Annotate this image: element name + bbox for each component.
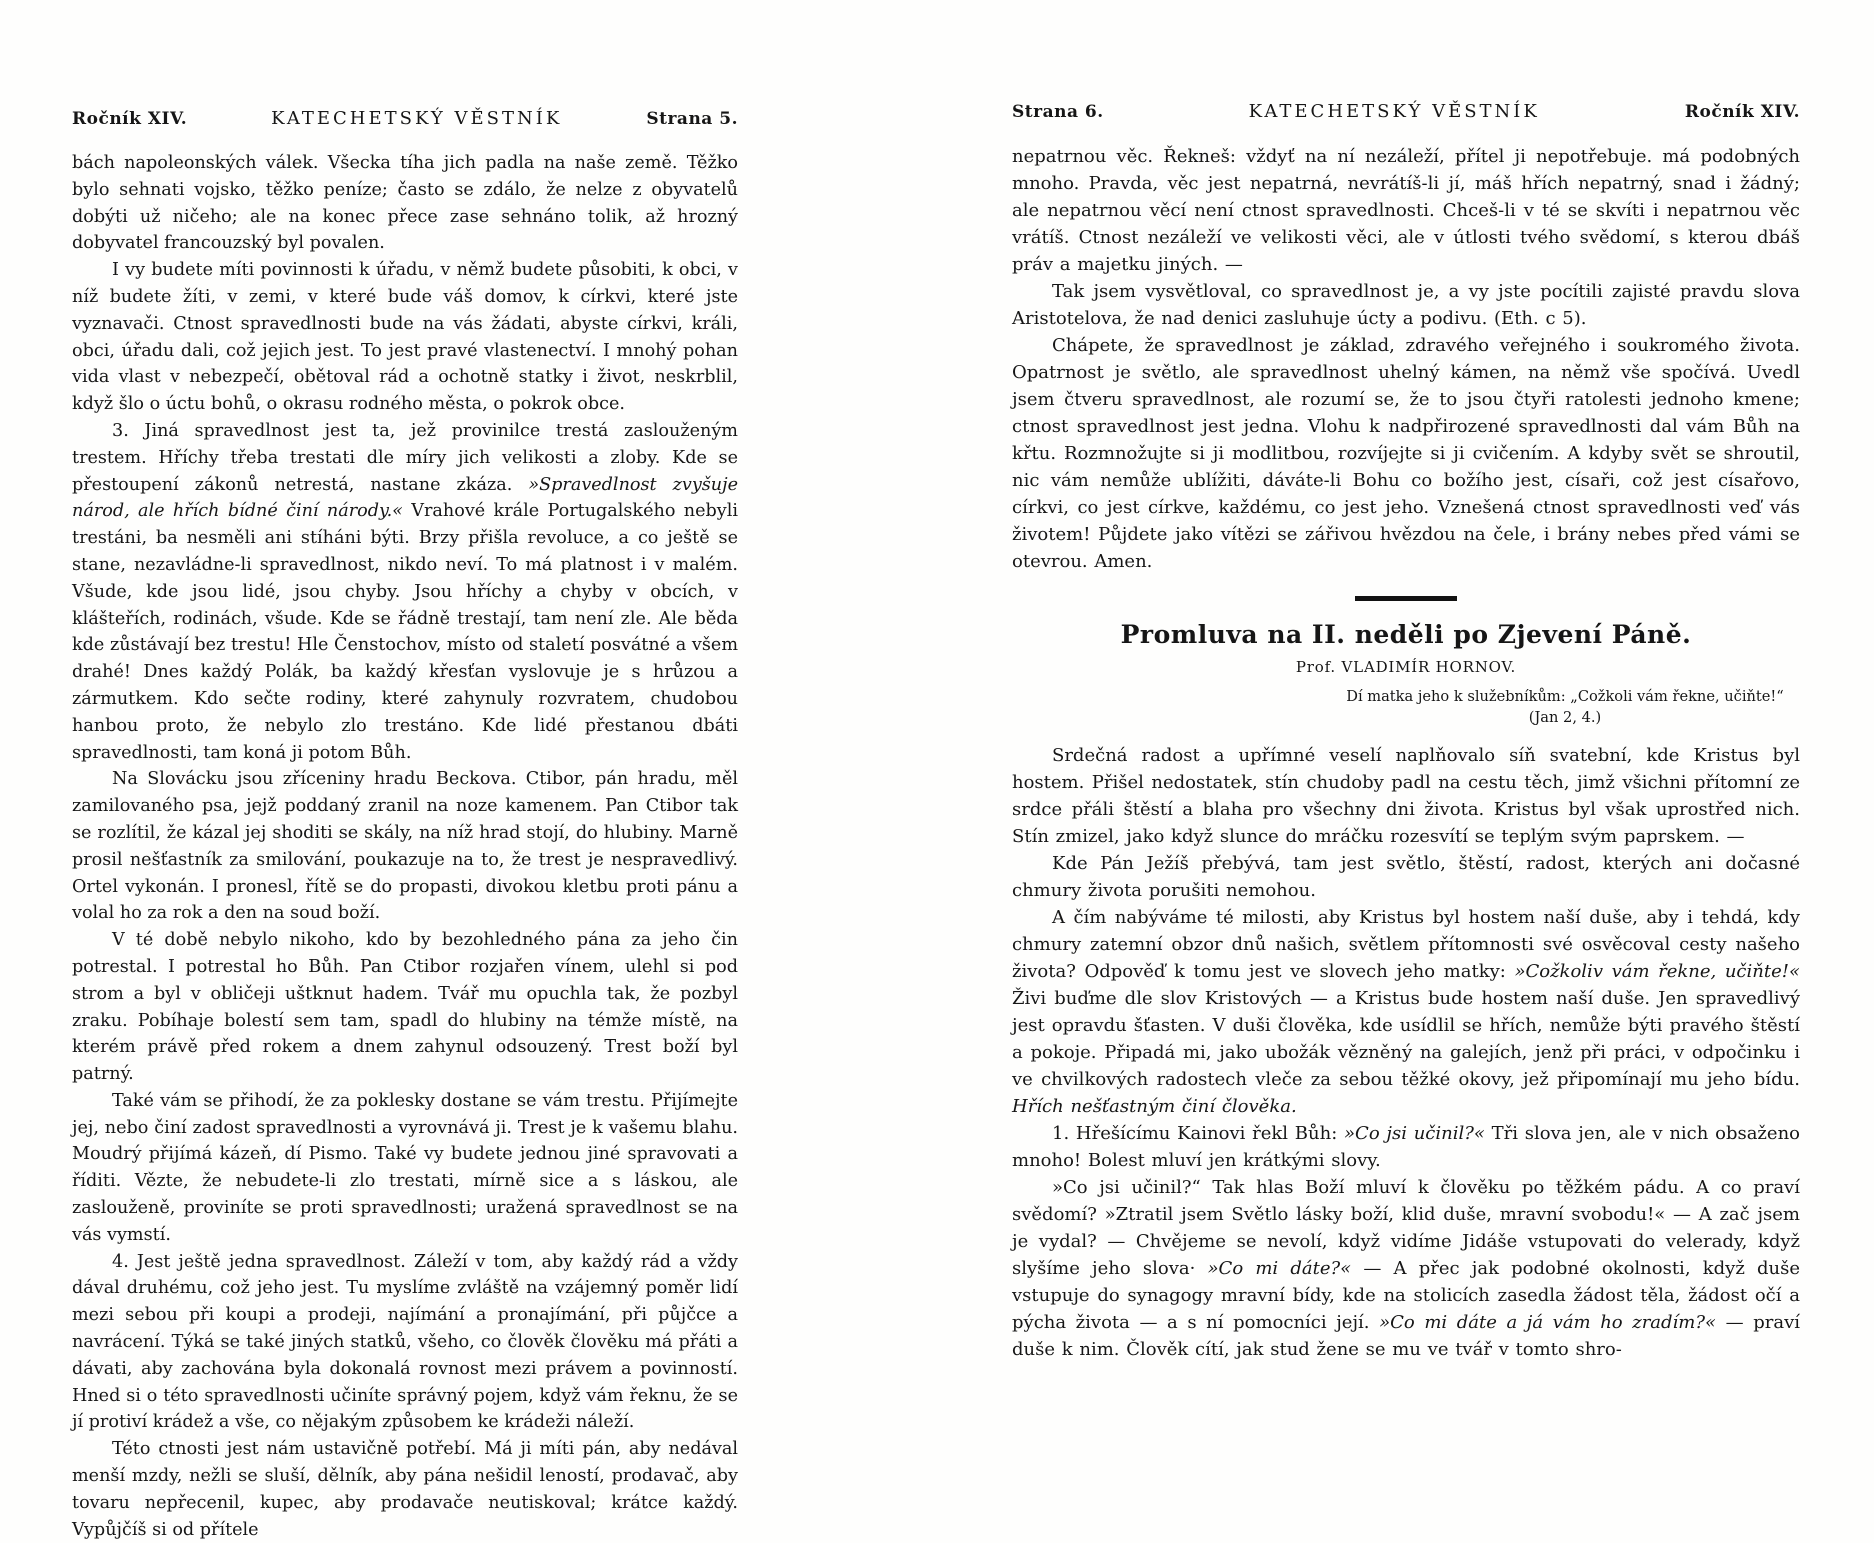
emphasized-text: »Co mi dáte?«: [1207, 1258, 1352, 1279]
article-title: Promluva na II. neděli po Zjevení Páně.: [1120, 620, 1692, 649]
text-run: Této ctnosti jest nám ustavičně potřebí. Má ji míti pán, aby nedával menší mzdy, nežli se sluší, dělník, aby pána nešidil leností, prodavač, aby tovaru nepřecenil, kupec, aby prodavače neutiskoval; krátce každý. Vypůjčíš si od přítele: [72, 1439, 738, 1540]
text-run: I vy budete míti povinnosti k úřadu, v němž budete působiti, k obci, v níž budete žíti, v zemi, v které bude váš domov, k církvi, které jste vyznavači. Ctnost spravedlnosti bude na vás žádati, abyste církvi, králi, obci, úřadu dali, což jejich jest. To jest pravé vlastenectví. I mnohý pohan vida vlast v nebezpečí, obětoval rád a ochotně statky i život, neskrblil, když šlo o úctu bohů, o okrasu rodného města, o pokrok obce.: [72, 260, 738, 415]
paragraph: [1012, 850, 1800, 904]
paragraph: [1012, 332, 1800, 575]
emphasized-text: »Cožkoliv vám řekne, učiňte!«: [1514, 961, 1800, 982]
text-run: bách napoleonských válek. Všecka tíha jich padla na naše země. Těžko bylo sehnati vojsko, těžko peníze; často se zdálo, že nelze z obyvatelů dobýti už ničeho; ale na konec přece zase sehnáno tolik, až hrozný dobyvatel francouzský byl povalen.: [72, 153, 738, 254]
paragraph: [1012, 1120, 1800, 1174]
paragraph: [72, 1249, 738, 1437]
journal-title: KATECHETSKÝ VĚSTNÍK: [271, 108, 563, 129]
text-run: V té době nebylo nikoho, kdo by bezohledného pána za jeho čin potrestal. I potrestal ho Bůh. Pan Ctibor rozjařen vínem, ulehl si pod strom a byl v obličeji uštknut hadem. Tvář mu opuchla tak, že pozbyl zraku. Pobíhaje bolestí sem tam, spadl do hlubiny na témže místě, na kterém právě před rokem a dnem zahynul odsouzený. Trest boží byl patrný.: [72, 930, 738, 1085]
section-divider: [1355, 596, 1457, 601]
text-run: »Co jsi učinil?“ Tak hlas Boží mluví k člověku po těžkém pádu. A co praví svědomí? »Ztratil jsem Světlo lásky boží, klid duše, mravní svobodu!« — A zač jsem je vydal? — Chvějeme se nevolí, když vidíme Jidáše vstupovati do velerady, když slyšíme jeho slova·: [1012, 1177, 1800, 1279]
text-run: Živi buďme dle slov Kristových — a Kristus bude hostem naší duše. Jen spravedlivý jest opravdu šťasten. V duši člověka, kde usídlil se hřích, nemůže býti pravého štěstí a pokoje. Připadá mi, jako ubožák vězněný na galejích, jenž při práci, v odpočinku i ve chvilkových radostech vleče za sebou těžké okovy, jež připomínají mu jeho bídu.: [1012, 988, 1800, 1090]
page-right: [1012, 101, 1800, 1363]
paragraph: [72, 766, 738, 927]
page-right-header: [1012, 101, 1800, 122]
text-run: Tak jsem vysvětloval, co spravedlnost je, a vy jste pocítili zajisté pravdu slova Aristotelova, že nad denici zasluhuje úcty a podivu. (Eth. c 5).: [1012, 281, 1800, 329]
text-run: Srdečná radost a upřímné veselí naplňovalo síň svatební, kde Kristus byl hostem. Přišel nedostatek, stín chudoby padl na cestu těch, jimž všichni přítomní ze srdce přáli štěstí a blaha pro všechny dni života. Kristus byl však uprostřed nich. Stín zmizel, jako když slunce do mráčku rozesvítí se teplým svým paprskem. —: [1012, 745, 1800, 847]
paragraph: [1012, 1174, 1800, 1363]
text-run: Vrahové krále Portugalského nebyli trestáni, ba nesměli ani stíháni býti. Brzy přišla revoluce, a co ještě se stane, nezavládne-li spravedlnost, nikdo neví. To má platnost i v malém. Všude, kde jsou lidé, jsou chyby. Jsou hříchy a chyby v obcích, v klášteřích, rodinách, všude. Kde se řádně trestají, tam není zle. Ale běda kde zůstávají bez trestu! Hle Čenstochov, místo od staletí posvátné a všem drahé! Dnes každý Polák, ba každý křesťan vyslovuje je s hrůzou a zármutkem. Kdo sečte rodiny, které zahynuly rozvratem, chudobou hanbou proto, že nebylo zlo trestáno. Kde lidé přestanou dbáti spravedlnosti, tam koná ji potom Bůh.: [72, 501, 738, 763]
paragraph: [72, 927, 738, 1088]
text-run: Kde Pán Ježíš přebývá, tam jest světlo, štěstí, radost, kterých ani dočasné chmury života porušiti nemohou.: [1012, 853, 1800, 901]
page-number: Strana 5.: [646, 109, 738, 129]
volume-label: Ročník XIV.: [1684, 102, 1800, 122]
text-run: nepatrnou věc. Řekneš: vždyť na ní nezáleží, přítel ji nepotřebuje. má podobných mnoho. Pravda, věc jest nepatrná, nevrátíš-li jí, máš hřích nepatrný, snad i žádný; ale nepatrnou věcí není ctnost spravedlnosti. Chceš-li v té se skvíti i nepatrnou věc vrátíš. Ctnost nezáleží ve velikosti věci, ale v útlosti tvého svědomí, s kterou dbáš práv a majetku jiných. —: [1012, 146, 1800, 275]
text-run: — praví duše k nim. Člověk cítí, jak stud žene se mu ve tvář v tomto shro-: [1012, 1312, 1800, 1360]
text-run: Chápete, že spravedlnost je základ, zdravého veřejného i soukromého života. Opatrnost je světlo, ale spravedlnost uhelný kámen, na němž vše spočívá. Uvedl jsem čtveru spravedlnost, ale rozumí se, že to jsou čtyři ratolesti jednoho kmene; ctnost spravedlnost jest jedna. Vlohu k nadpřirozené spravedlnosti dal vám Bůh na křtu. Rozmnožujte si ji modlitbou, rozvíjejte si ji cvičením. A kdyby svět se shroutil, nic vám nemůže ublížiti, dáváte-li Bohu co božího jest, císaři, což jest císařovo, církvi, co jest církve, každému, co jest jeho. Vznešená ctnost spravedlnosti veď vás životem! Půjdete jako vítězi se zářivou hvězdou na čele, i brány nebes před vámi se otevrou. Amen.: [1012, 335, 1800, 572]
text-run: Tři slova jen, ale v nich obsaženo mnoho! Bolest mluví jen krátkými slovy.: [1012, 1123, 1800, 1171]
text-run: 4. Jest ještě jedna spravedlnost. Záleží v tom, aby každý rád a vždy dával druhému, což jeho jest. Tu myslíme zvláště na vzájemný poměr lidí mezi sebou při koupi a prodeji, najímání a pronajímání, při půjčce a navrácení. Týká se také jiných statků, všeho, co člověk člověku má přáti a dávati, aby zachována byla dokonalá rovnost mezi právem a povinností. Hned si o této spravedlnosti učiníte správný pojem, když vám řeknu, že se jí protiví krádež a vše, co nějakým způsobem ke krádeži náleží.: [72, 1251, 738, 1433]
article-author: Prof. VLADIMÍR HORNOV.: [1295, 658, 1517, 676]
paragraph: [72, 418, 738, 766]
emphasized-text: Hřích nešťastným činí člověka.: [1012, 1096, 1297, 1117]
article-epigraph: Dí matka jeho k služebníkům: „Cožkoli vám řekne, učiňte!“ (Jan 2, 4.): [1346, 688, 1784, 726]
paragraph: [72, 1436, 738, 1543]
paragraph: [72, 1088, 738, 1249]
paragraph: [1012, 278, 1800, 332]
paragraph: [1012, 742, 1800, 850]
text-run: Na Slovácku jsou zříceniny hradu Beckova. Ctibor, pán hradu, měl zamilovaného psa, jejž poddaný zranil na noze kamenem. Pan Ctibor tak se rozlítil, že kázal jej shoditi se skály, na níž hrad stojí, do hlubiny. Marně prosil nešťastník za smilování, poukazuje na to, že trest je nespravedlivý. Ortel vykonán. I pronesl, řítě se do propasti, divokou kletbu proti pánu a volal ho za rok a den na soud boží.: [72, 769, 738, 924]
page-left: [72, 108, 738, 1543]
journal-title: KATECHETSKÝ VĚSTNÍK: [1248, 101, 1540, 122]
paragraph: [1012, 143, 1800, 278]
article-body: [1012, 742, 1800, 1363]
text-run: Také vám se přihodí, že za poklesky dostane se vám trestu. Přijímejte jej, nebo činí zadost spravedlnosti a vyrovnává ji. Trest je k vašemu blahu. Moudrý přijímá kázeň, dí Pismo. Také vy budete jednou jiné spravovati a říditi. Vězte, že nebudete-li zlo trestati, mírně sice a s láskou, ale zaslouženě, proviníte se proti spravedlnosti; uražená spravedlnost se na vás vymstí.: [72, 1090, 738, 1245]
page-left-body: [72, 150, 738, 1543]
paragraph: [72, 150, 738, 257]
paragraph: [72, 257, 738, 418]
paragraph: [1012, 904, 1800, 1120]
text-run: 3. Jiná spravedlnost jest ta, jež provinilce trestá zaslouženým trestem. Hříchy třeba trestati dle míry jich velikosti a zloby. Kde se přestoupení zákonů netrestá, nastane zkáza.: [72, 420, 738, 495]
page-right-body-top: [1012, 143, 1800, 575]
text-run: A čím nabýváme té milosti, aby Kristus byl hostem naší duše, aby i tehdá, kdy chmury zatemní obzor dnů našich, světlem přítomnosti své osvěcoval cesty našeho života? Odpověď k tomu jest ve slovech jeho matky:: [1012, 907, 1800, 982]
text-run: 1. Hřešícímu Kainovi řekl Bůh:: [1052, 1123, 1345, 1144]
emphasized-text: »Co jsi učinil?«: [1344, 1123, 1485, 1144]
page-left-header: [72, 108, 738, 129]
emphasized-text: »Co mi dáte a já vám ho zradím?«: [1379, 1312, 1717, 1333]
text-run: — A přec jak podobné okolnosti, když duše vstupuje do synagogy mravní bídy, kde na stolicích zasedla žádost těla, žádost očí a pýcha života — a s ní pomocníci její.: [1012, 1258, 1800, 1333]
emphasized-text: »Spravedlnost zvyšuje národ, ale hřích bídné činí národy.«: [72, 474, 738, 522]
volume-label: Ročník XIV.: [72, 109, 188, 129]
page-number: Strana 6.: [1012, 102, 1104, 122]
